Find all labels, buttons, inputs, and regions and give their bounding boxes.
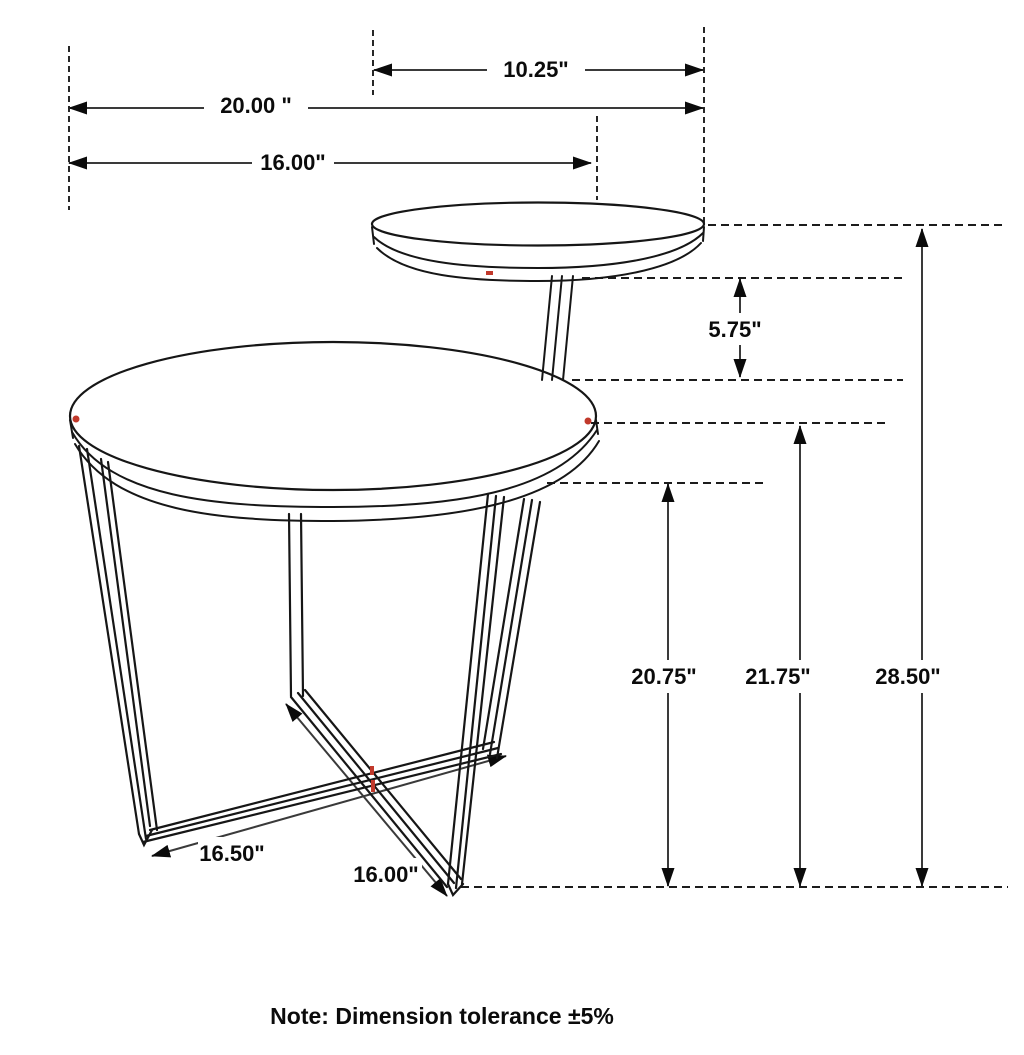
red-marker-stem xyxy=(486,271,493,275)
lower-tabletop xyxy=(70,342,599,521)
upper-tabletop-rim-band-2 xyxy=(377,243,701,281)
side-table-drawing xyxy=(70,203,704,896)
stretcher-rail-b-line xyxy=(298,693,454,883)
stem-line xyxy=(563,276,573,380)
right-leg-rear-bar xyxy=(490,500,532,754)
stretcher-rail-a-line xyxy=(150,742,494,830)
left-leg-bar xyxy=(79,446,139,834)
upper-tier-stem xyxy=(542,276,573,380)
alignment-markers xyxy=(73,271,592,792)
left-leg xyxy=(79,446,157,845)
upper-tabletop xyxy=(372,203,704,282)
dim-label-overall-height: 28.50" xyxy=(875,664,941,689)
upper-tabletop-rim-band-1 xyxy=(374,233,703,268)
dim-label-surface-height: 21.75" xyxy=(745,664,811,689)
stem-line xyxy=(552,276,562,380)
stem-line xyxy=(542,276,552,380)
red-marker-cross-top xyxy=(370,766,374,775)
x-base-stretchers xyxy=(143,690,501,887)
upper-tabletop-edge-left xyxy=(372,227,374,244)
right-leg-bar xyxy=(456,496,496,888)
stretcher-rail-a-line xyxy=(143,754,501,842)
lower-tabletop-surface xyxy=(70,342,596,490)
center-leg-line xyxy=(289,514,291,696)
red-marker-cross-bottom xyxy=(371,780,375,792)
dim-label-base-depth: 16.50" xyxy=(199,841,265,866)
tolerance-note: Note: Dimension tolerance ±5% xyxy=(270,1003,614,1029)
lower-tabletop-rim-band-2 xyxy=(75,441,599,521)
dim-label-base-width: 16.00" xyxy=(353,862,419,887)
upper-tabletop-surface xyxy=(372,203,704,246)
dim-label-lower-diameter: 16.00" xyxy=(260,150,326,175)
dimension-arrows xyxy=(69,70,922,896)
red-marker-left-edge xyxy=(73,416,80,423)
left-leg-bar xyxy=(108,462,157,830)
center-leg-line xyxy=(301,514,303,696)
stretcher-rail-a-line xyxy=(146,748,498,836)
dim-label-underside-height: 20.75" xyxy=(631,664,697,689)
center-leg xyxy=(289,514,303,696)
guide-lines xyxy=(69,27,1008,887)
dim-label-overall-width: 20.00 " xyxy=(220,93,292,118)
red-marker-right-edge xyxy=(585,418,592,425)
right-leg xyxy=(448,494,540,895)
dim-label-tier-gap: 5.75" xyxy=(708,317,762,342)
dim-label-upper-diameter: 10.25" xyxy=(503,57,569,82)
left-leg-bar xyxy=(87,449,146,839)
